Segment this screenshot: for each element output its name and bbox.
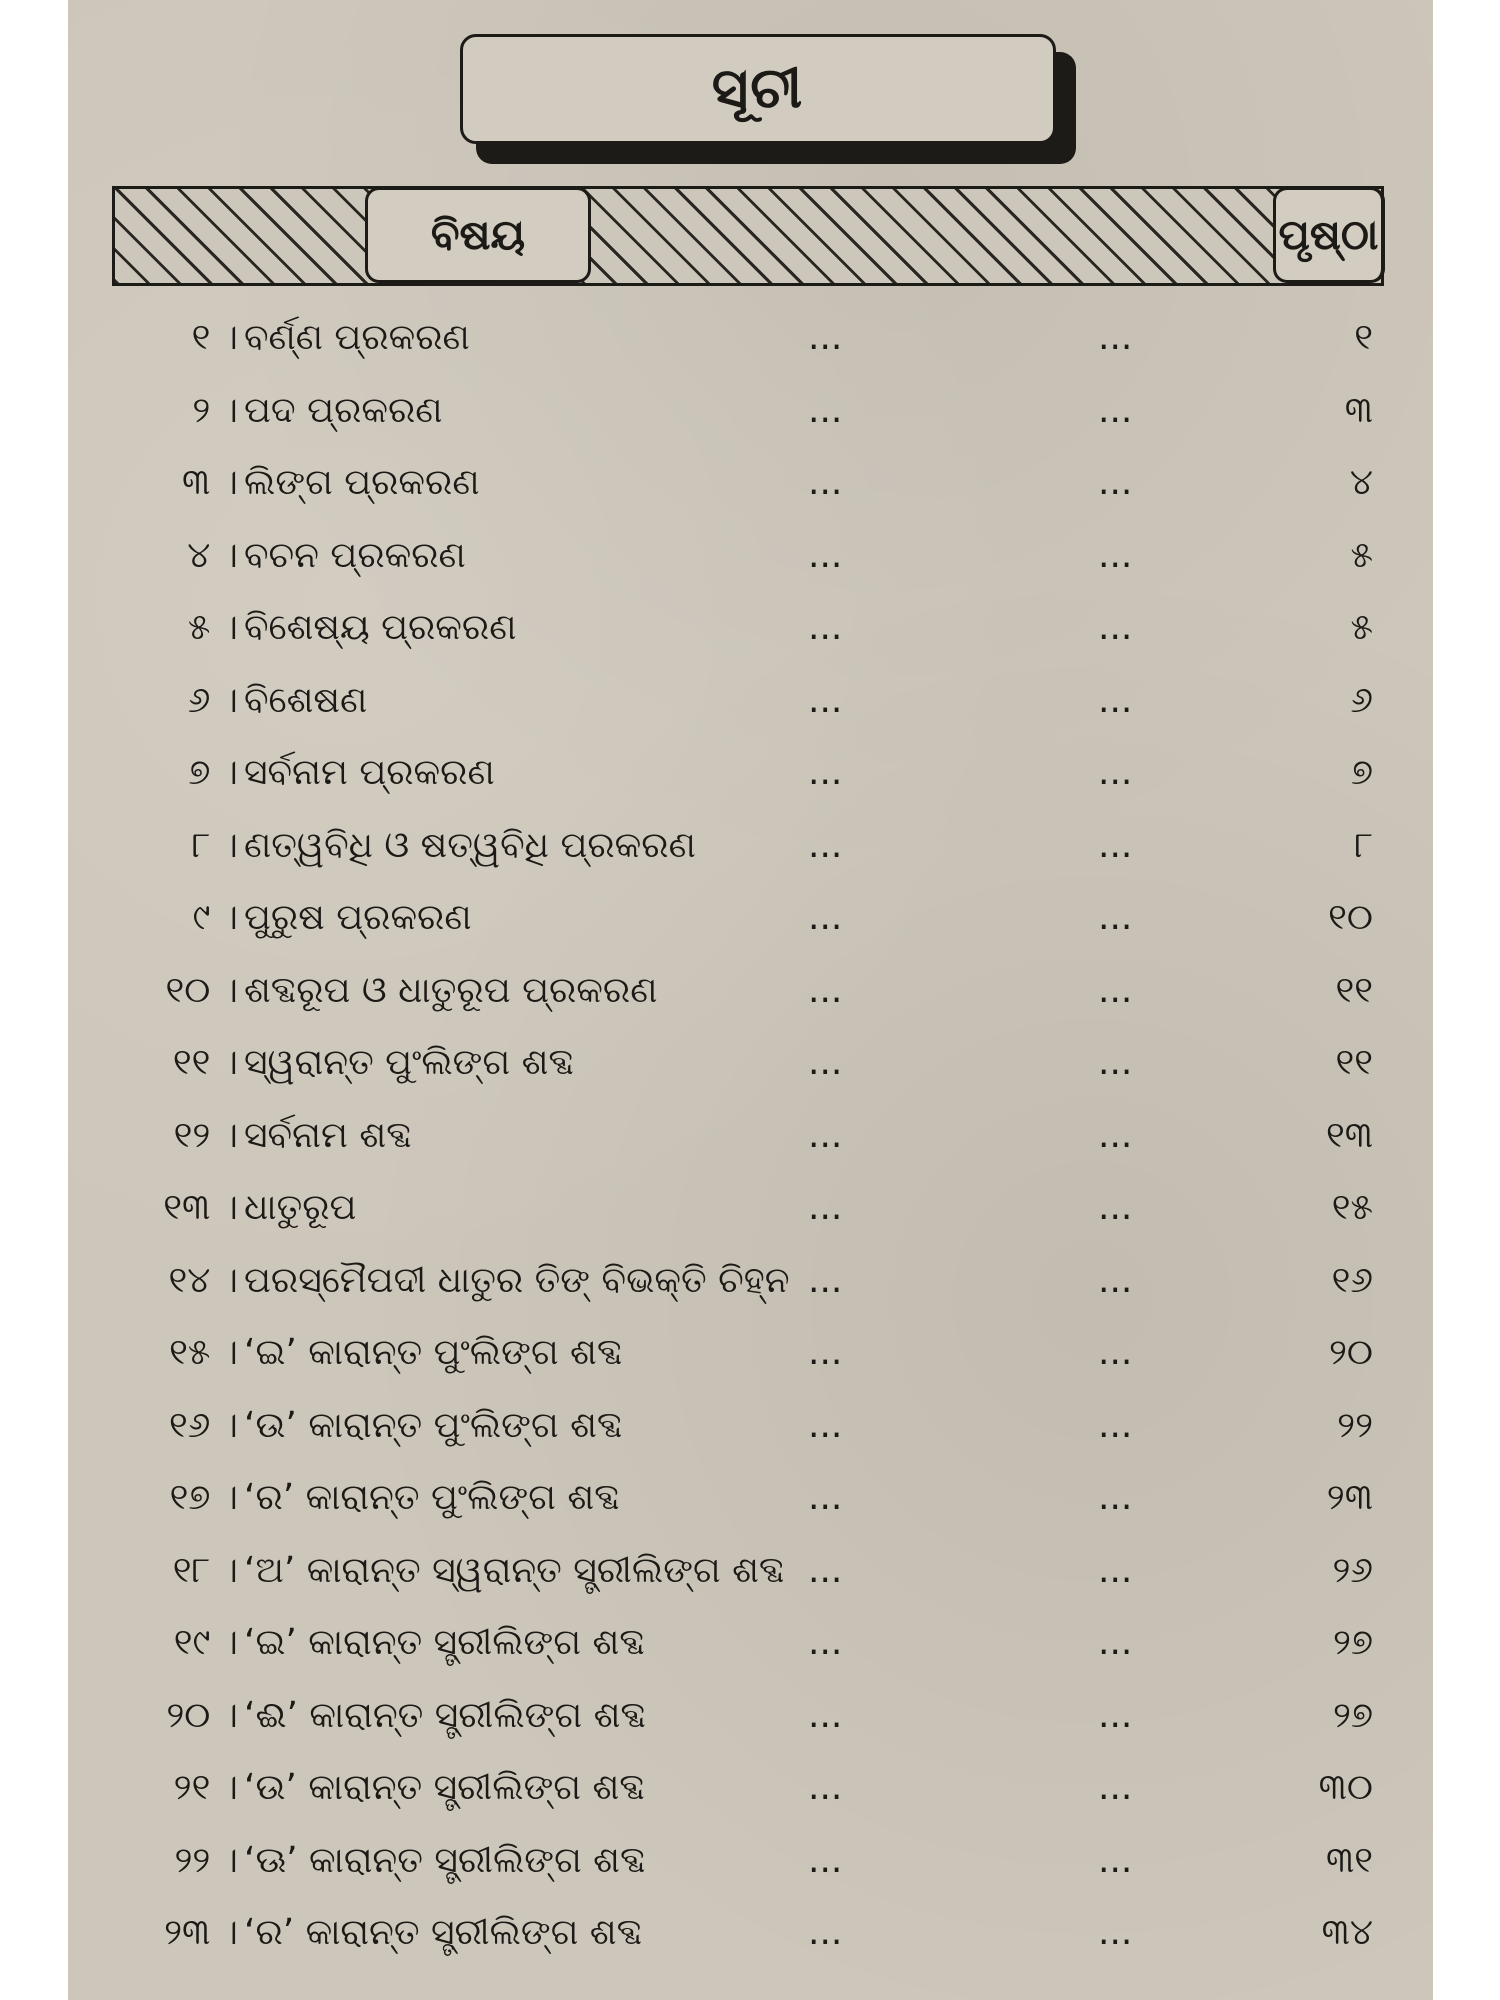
toc-row-leader: ...	[808, 1332, 843, 1373]
toc-row[interactable]	[68, 1320, 1433, 1386]
toc-row-leader: ...	[1098, 1912, 1133, 1953]
toc-row-leader: ...	[808, 679, 843, 721]
toc-row-leader: ...	[1098, 1839, 1133, 1881]
toc-row-leader: ...	[808, 1114, 843, 1156]
toc-row-leader: ...	[1098, 1259, 1133, 1301]
toc-row-number: ୧୬ ।	[168, 1404, 238, 1446]
toc-row-number: ୨ ।	[192, 389, 238, 431]
toc-row-title: ‘ଇ’ କାରାନ୍ତ ପୁଂଲିଙ୍ଗ ଶବ୍ଦ	[244, 1332, 623, 1373]
toc-row-leader: ...	[808, 969, 843, 1011]
toc-row-page: ୧୧	[1335, 1042, 1373, 1083]
toc-row-title: ସ୍ୱରାନ୍ତ ପୁଂଲିଙ୍ଗ ଶବ୍ଦ	[244, 1042, 574, 1083]
toc-row[interactable]	[68, 1683, 1433, 1749]
toc-row-page: ୫	[1350, 534, 1373, 576]
toc-row-number: ୧୨ ।	[173, 1114, 238, 1156]
toc-row-number: ୨୩ ।	[164, 1912, 238, 1953]
toc-row-leader: ...	[1098, 1332, 1133, 1373]
toc-row[interactable]	[68, 1755, 1433, 1821]
toc-row-leader: ...	[808, 1187, 843, 1228]
toc-row-title: ‘ର’ କାରାନ୍ତ ପୁଂଲିଙ୍ଗ ଶବ୍ଦ	[244, 1477, 620, 1518]
toc-row-leader: ...	[808, 389, 843, 431]
toc-row-leader: ...	[1098, 752, 1133, 793]
toc-row-number: ୧୯ ।	[173, 1622, 238, 1663]
toc-row-title: ‘ଊ’ କାରାନ୍ତ ସ୍ତ୍ରୀଲିଙ୍ଗ ଶବ୍ଦ	[244, 1839, 646, 1881]
toc-row[interactable]	[68, 813, 1433, 879]
toc-row-title: ପୁରୁଷ ପ୍ରକରଣ	[244, 897, 472, 938]
toc-row[interactable]	[68, 1103, 1433, 1169]
toc-row-number: ୭ ।	[188, 752, 238, 793]
toc-row-leader: ...	[808, 824, 843, 866]
toc-row-leader: ...	[808, 317, 843, 358]
toc-row-page: ୩୧	[1325, 1839, 1373, 1881]
contents-header-band	[112, 186, 1384, 286]
toc-row-title: ‘ଉ’ କାରାନ୍ତ ପୁଂଲିଙ୍ଗ ଶବ୍ଦ	[244, 1404, 623, 1446]
toc-row[interactable]	[68, 885, 1433, 951]
toc-row-title: ‘ଇ’ କାରାନ୍ତ ସ୍ତ୍ରୀଲିଙ୍ଗ ଶବ୍ଦ	[244, 1622, 645, 1663]
toc-row-leader: ...	[1098, 462, 1133, 503]
toc-row-title: ବଚନ ପ୍ରକରଣ	[244, 534, 466, 576]
toc-row[interactable]	[68, 1538, 1433, 1604]
toc-row-leader: ...	[1098, 1114, 1133, 1156]
toc-row-page: ୨୨	[1337, 1404, 1373, 1446]
toc-row[interactable]	[68, 1900, 1433, 1966]
toc-row[interactable]	[68, 1465, 1433, 1531]
toc-row[interactable]	[68, 1175, 1433, 1241]
toc-row-page: ୧୫	[1331, 1187, 1373, 1228]
toc-row-page: ୧	[1354, 317, 1373, 358]
toc-row-page: ୧୩	[1325, 1114, 1373, 1156]
toc-row[interactable]	[68, 1248, 1433, 1314]
toc-row-page: ୩୪	[1321, 1912, 1373, 1953]
toc-row-leader: ...	[808, 1622, 843, 1663]
toc-row[interactable]	[68, 378, 1433, 444]
toc-row-number: ୨୦ ।	[166, 1694, 238, 1736]
toc-row-title: ଣତ୍ୱବିଧି ଓ ଷତ୍ୱବିଧି ପ୍ରକରଣ	[244, 824, 696, 866]
toc-row-leader: ...	[1098, 607, 1133, 648]
toc-row-leader: ...	[1098, 969, 1133, 1011]
toc-row[interactable]	[68, 1030, 1433, 1096]
toc-row[interactable]	[68, 595, 1433, 661]
toc-row-number: ୧୫ ।	[169, 1332, 238, 1373]
toc-row-leader: ...	[808, 1694, 843, 1736]
toc-row-title: ଧାତୁରୂପ	[244, 1187, 357, 1228]
toc-row-title: ବିଶେଷ୍ୟ ପ୍ରକରଣ	[244, 607, 517, 648]
toc-row-leader: ...	[1098, 1694, 1133, 1736]
toc-row-number: ୫ ।	[187, 607, 238, 648]
toc-row-title: ପଦ ପ୍ରକରଣ	[244, 389, 443, 431]
toc-row[interactable]	[68, 305, 1433, 371]
toc-row-number: ୧୮ ।	[172, 1549, 238, 1591]
toc-row-page: ୮	[1354, 824, 1373, 866]
toc-row-leader: ...	[1098, 534, 1133, 576]
toc-row-page: ୩	[1344, 389, 1373, 431]
toc-row-leader: ...	[808, 752, 843, 793]
toc-row-number: ୧୦ ।	[165, 969, 238, 1011]
toc-row-leader: ...	[1098, 1187, 1133, 1228]
toc-row-page: ୨୭	[1333, 1622, 1373, 1663]
toc-row-title: ସର୍ବନାମ ଶବ୍ଦ	[244, 1114, 412, 1156]
toc-row-title: ‘ଅ’ କାରାନ୍ତ ସ୍ୱରାନ୍ତ ସ୍ତ୍ରୀଲିଙ୍ଗ ଶବ୍ଦ	[244, 1549, 785, 1591]
toc-row-leader: ...	[808, 897, 843, 938]
toc-row-leader: ...	[1098, 1042, 1133, 1083]
toc-row-leader: ...	[808, 534, 843, 576]
toc-row-title: ପରସ୍ମୈପଦୀ ଧାତୁର ତିଙ୍ ବିଭକ୍ତି ଚିହ୍ନ	[244, 1259, 790, 1301]
page-title: ସୂଚୀ	[460, 34, 1056, 144]
toc-row-page: ୧୦	[1328, 897, 1373, 938]
toc-row-leader: ...	[1098, 1549, 1133, 1591]
toc-row-leader: ...	[808, 1477, 843, 1518]
toc-row[interactable]	[68, 740, 1433, 806]
toc-row-number: ୧୭ ।	[169, 1477, 238, 1518]
title-frame	[460, 34, 1060, 149]
toc-row-leader: ...	[1098, 1622, 1133, 1663]
toc-row-number: ୧୧ ।	[172, 1042, 238, 1083]
toc-row-page: ୫	[1350, 607, 1373, 648]
toc-row-leader: ...	[1098, 1767, 1133, 1808]
toc-row-page: ୩୦	[1318, 1767, 1373, 1808]
toc-row-leader: ...	[808, 1042, 843, 1083]
toc-row-leader: ...	[808, 1549, 843, 1591]
toc-row-page: ୨୬	[1332, 1549, 1373, 1591]
book-page	[68, 0, 1433, 2000]
subject-column-label: ବିଷୟ	[365, 187, 591, 283]
toc-row-leader: ...	[1098, 1477, 1133, 1518]
toc-row[interactable]	[68, 668, 1433, 734]
toc-row[interactable]	[68, 1828, 1433, 1894]
toc-row-leader: ...	[1098, 679, 1133, 721]
toc-row-leader: ...	[808, 607, 843, 648]
toc-row-leader: ...	[808, 1404, 843, 1446]
toc-row-title: ବର୍ଣ୍ଣ ପ୍ରକରଣ	[244, 317, 470, 358]
toc-row-page: ୧୧	[1335, 969, 1373, 1011]
toc-row-page: ୨୦	[1329, 1332, 1373, 1373]
toc-row-page: ୪	[1349, 462, 1373, 503]
toc-row-number: ୧୩ ।	[163, 1187, 238, 1228]
toc-row-page: ୬	[1350, 679, 1373, 721]
toc-row-leader: ...	[808, 1912, 843, 1953]
toc-row[interactable]	[68, 523, 1433, 589]
toc-row-leader: ...	[1098, 1404, 1133, 1446]
toc-row-number: ୨୧ ।	[173, 1767, 238, 1808]
toc-row-number: ୯ ।	[192, 897, 238, 938]
toc-row-leader: ...	[1098, 897, 1133, 938]
toc-row-title: ‘ଈ’ କାରାନ୍ତ ସ୍ତ୍ରୀଲିଙ୍ଗ ଶବ୍ଦ	[244, 1694, 646, 1736]
toc-row-leader: ...	[1098, 824, 1133, 866]
page-column-label: ପୃଷ୍ଠା	[1273, 187, 1385, 283]
toc-row-page: ୨୭	[1333, 1694, 1373, 1736]
toc-row-page: ୭	[1350, 752, 1373, 793]
toc-row-leader: ...	[808, 1767, 843, 1808]
toc-row-number: ୨୨ ।	[174, 1839, 238, 1881]
toc-row-page: ୨୩	[1326, 1477, 1373, 1518]
toc-row[interactable]	[68, 1610, 1433, 1676]
toc-row-number: ୪ ।	[187, 534, 238, 576]
toc-row[interactable]	[68, 1393, 1433, 1459]
toc-row-title: ‘ଉ’ କାରାନ୍ତ ସ୍ତ୍ରୀଲିଙ୍ଗ ଶବ୍ଦ	[244, 1767, 645, 1808]
toc-row-number: ୧ ।	[191, 317, 238, 358]
toc-row-leader: ...	[808, 1259, 843, 1301]
toc-row-number: ୮ ।	[191, 824, 238, 866]
toc-row-leader: ...	[1098, 389, 1133, 431]
toc-row[interactable]	[68, 958, 1433, 1024]
toc-row-title: ଲିଙ୍ଗ ପ୍ରକରଣ	[244, 462, 480, 503]
toc-row-title: ‘ର’ କାରାନ୍ତ ସ୍ତ୍ରୀଲିଙ୍ଗ ଶବ୍ଦ	[244, 1912, 643, 1953]
toc-row-leader: ...	[808, 1839, 843, 1881]
toc-row[interactable]	[68, 450, 1433, 516]
toc-row-page: ୧୬	[1331, 1259, 1373, 1301]
toc-row-title: ବିଶେଷଣ	[244, 679, 368, 721]
toc-row-title: ଶବ୍ଦରୂପ ଓ ଧାତୁରୂପ ପ୍ରକରଣ	[244, 969, 658, 1011]
toc-row-number: ୧୪ ।	[168, 1259, 238, 1301]
toc-row-number: ୩ ।	[182, 462, 238, 503]
toc-row-title: ସର୍ବନାମ ପ୍ରକରଣ	[244, 752, 495, 793]
toc-row-number: ୬ ।	[187, 679, 238, 721]
toc-row-leader: ...	[808, 462, 843, 503]
toc-row-leader: ...	[1098, 317, 1133, 358]
